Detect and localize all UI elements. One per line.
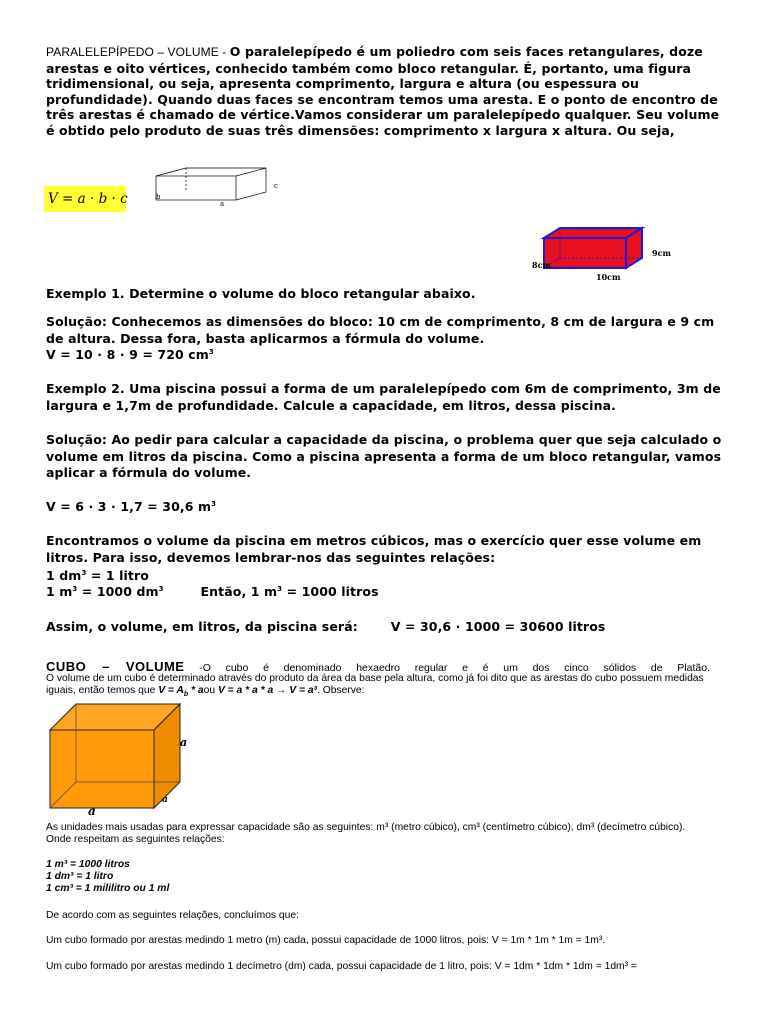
- conclude-text: De acordo com as seguintes relações, concluímos que:: [46, 910, 299, 921]
- cubo-text-a: O volume de um cubo é determinado através do produto da área da base pela altura, como já foi dito que as arestas do cubo possuem medidas iguais, então temos que: [46, 673, 704, 697]
- example2-final-value: V = 30,6 · 1000 = 30600 litros: [390, 619, 606, 634]
- cube-label-depth: a: [162, 795, 168, 805]
- relation-m-dm: [46, 584, 726, 601]
- example2-question: Exemplo 2. Uma piscina possui a forma de um paralelepípedo com 6m de comprimento, 3m de largura e 1,7m de profundidade. Calcule a capacidade, em litros, dessa piscina.: [46, 381, 721, 413]
- cube-example-m: Um cubo formado por arestas medindo 1 metro (m) cada, possui capacidade de 1000 litros, pois: V = 1m * 1m * 1m = 1m³.: [46, 935, 606, 946]
- relation-m-litros-sup: 3: [277, 585, 283, 593]
- unit-relation-cm: 1 cm³ = 1 mililitro ou 1 ml: [46, 883, 170, 894]
- example1-question: Exemplo 1. Determine o volume do bloco retangular abaixo.: [46, 286, 476, 301]
- block-label-height: 9cm: [652, 248, 671, 258]
- example1-solution: Solução: Conhecemos as dimensões do bloco: 10 cm de comprimento, 8 cm de largura e 9 cm de altura. Dessa fora, basta aplicarmos a fórmula do volume.: [46, 314, 715, 346]
- unit-relation-m: 1 m³ = 1000 litros: [46, 859, 130, 870]
- intro-paragraph: [46, 44, 726, 139]
- cube-figure: [44, 700, 194, 818]
- unit-relation-dm: 1 dm³ = 1 litro: [46, 871, 114, 882]
- units-text: As unidades mais usadas para expressar capacidade são as seguintes: m³ (metro cúbico), cm³ (centímetro cúbico), dm³ (decímetro cúbico). Onde respeitam as seguintes relações:: [46, 822, 686, 846]
- intro-lead: PARALELEPÍPEDO – VOLUME -: [46, 45, 230, 59]
- cubo-formula-a: V = A: [158, 685, 184, 697]
- relation-dm-litro-sup: 3: [81, 569, 87, 577]
- example2-result: [46, 499, 726, 516]
- relation-m-litros-b: = 1000 litros: [282, 584, 379, 599]
- example1-result: [46, 347, 726, 364]
- example2-final-label: Assim, o volume, em litros, da piscina será:: [46, 619, 358, 634]
- example2-result-sup: 3: [211, 500, 217, 508]
- block-figure: [530, 222, 690, 288]
- cubo-text-b: ou: [203, 685, 218, 697]
- relation-dm-litro-a: 1 dm: [46, 568, 82, 583]
- box-label-b: b: [156, 193, 161, 201]
- cubo-formula-sub: b: [183, 691, 189, 699]
- relation-m-dm-a: 1 m: [46, 584, 73, 599]
- relation-m-dm-sup2: 3: [158, 585, 164, 593]
- example1-result-sup: 3: [208, 348, 214, 356]
- cubo-intro: -O cubo é denominado hexaedro regular e é um dos cinco sólidos de Platão.: [184, 662, 710, 674]
- relation-m-dm-sup1: 3: [72, 585, 78, 593]
- cube-label-width: a: [88, 804, 96, 818]
- cubo-formula-b: * a: [188, 685, 204, 697]
- block-label-width: 8cm: [532, 260, 551, 270]
- box-label-c: c: [274, 182, 278, 190]
- example2-solution: Solução: Ao pedir para calcular a capacidade da piscina, o problema quer que seja calculado o volume em litros da piscina. Como a piscina apresenta a forma de um bloco retangular, vamos aplicar a fórmula do volume.: [46, 432, 722, 480]
- cube-example-dm: Um cubo formado por arestas medindo 1 decímetro (dm) cada, possui capacidade de 1 litro, pois: V = 1dm * 1dm * 1dm = 1dm³ =: [46, 961, 637, 972]
- example2-result-text: V = 6 · 3 · 1,7 = 30,6 m: [46, 499, 212, 514]
- relation-dm-litro: [46, 568, 726, 585]
- cubo-title: CUBO – VOLUME: [46, 659, 185, 674]
- relation-m-dm-b: = 1000 dm: [77, 584, 159, 599]
- volume-formula: V = a · b · c: [48, 191, 128, 207]
- example1-result-text: V = 10 · 8 · 9 = 720 cm: [46, 347, 209, 362]
- relation-m-litros-a: Então, 1 m: [200, 584, 278, 599]
- cubo-volume-text: [46, 673, 710, 702]
- box-wireframe-figure: [150, 166, 290, 206]
- cubo-text-c: . Observe:: [316, 685, 365, 697]
- box-label-a: a: [220, 200, 225, 206]
- example2-final: [46, 619, 726, 636]
- example2-explain: Encontramos o volume da piscina em metros cúbicos, mas o exercício quer esse volume em litros. Para isso, devemos lembrar-nos das seguintes relações:: [46, 533, 702, 565]
- cube-label-height: a: [180, 736, 188, 749]
- relation-dm-litro-b: = 1 litro: [86, 568, 149, 583]
- block-label-length: 10cm: [596, 272, 621, 282]
- cubo-formula-c: V = a * a * a → V = a³: [217, 685, 317, 697]
- intro-body: O paralelepípedo é um poliedro com seis faces retangulares, doze arestas e oito vértices, conhecido também como bloco retangular. É, portanto, uma figura tridimensional, ou seja, apresenta comprimento, largura e altura (ou espessura ou profundidade). Quando duas faces se encontram temos uma aresta. E o ponto de encontro de três arestas é chamado de vértice.Vamos considerar um paralelepípedo qualquer. Seu volume é obtido pelo produto de suas três dimensões: comprimento x largura x altura. Ou seja,: [46, 44, 720, 138]
